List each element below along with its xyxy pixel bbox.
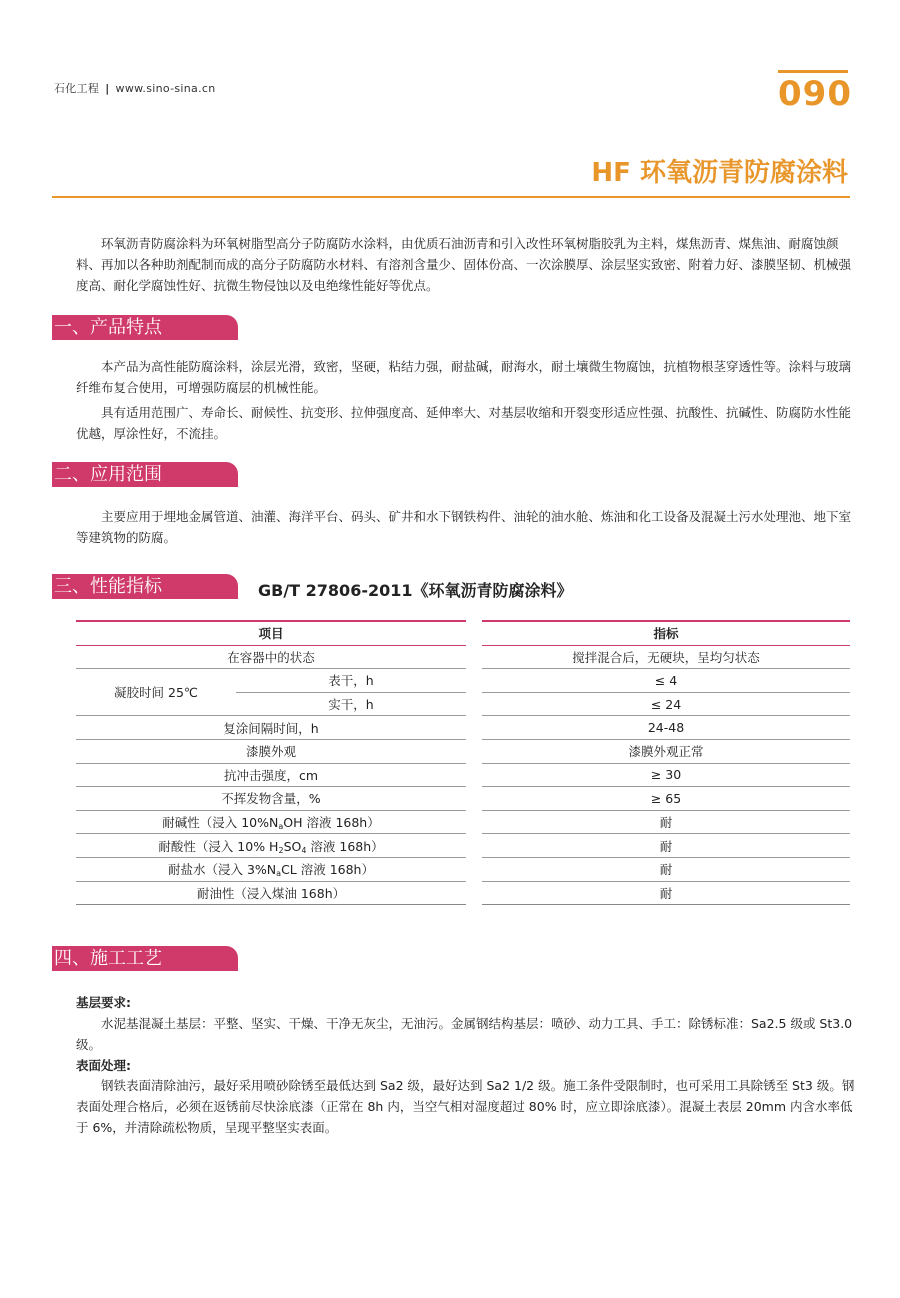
table-row <box>76 646 850 670</box>
row-item: 复涂间隔时间，h <box>76 716 466 740</box>
table-row <box>76 740 850 764</box>
running-header <box>54 80 216 96</box>
row-item: 在容器中的状态 <box>76 646 466 670</box>
features-paragraph-1: 本产品为高性能防腐涂料，涂层光滑，致密，坚硬，粘结力强，耐盐碱，耐海水，耐土壤微生物腐蚀，抗植物根茎穿透性等。涂料与玻璃纤维布复合使用，可增强防腐层的机械性能。 <box>76 359 852 395</box>
base-requirements-text: 水泥基混凝土基层：平整、坚实、干燥、干净无灰尘，无油污。金属钢结构基层：喷砂、动力工具、手工：除锈标准：Sa2.5 级或 St3.0 级。 <box>76 1016 853 1052</box>
row-value: 漆膜外观正常 <box>482 740 850 764</box>
table-row <box>76 669 850 693</box>
table-row <box>76 811 850 835</box>
row-item: 漆膜外观 <box>76 740 466 764</box>
surface-treatment-label: 表面处理: <box>76 1058 131 1073</box>
table-row <box>76 834 850 858</box>
row-value: 搅拌混合后，无硬块，呈均匀状态 <box>482 646 850 670</box>
row-sub-item: 表干，h <box>236 669 466 693</box>
row-value: 耐 <box>482 811 850 835</box>
features-paragraph-2: 具有适用范围广、寿命长、耐候性、抗变形、拉伸强度高、延伸率大、对基层收缩和开裂变形适应性强、抗酸性、抗碱性、防腐防水性能优越，厚涂性好，不流挂。 <box>76 405 852 441</box>
row-sub-item: 实干，h <box>236 693 466 717</box>
row-value: 耐 <box>482 882 850 906</box>
table-row <box>76 764 850 788</box>
row-item-alkali: 耐碱性（浸入 $10\%N_aOH$ 溶液 168h） <box>76 811 466 835</box>
row-value: 耐 <box>482 858 850 882</box>
table-row <box>76 858 850 882</box>
row-value: 24-48 <box>482 716 850 740</box>
table-row <box>76 882 850 906</box>
header-section: 石化工程 <box>54 82 100 95</box>
section-heading-specs: 三、性能指标 <box>52 574 238 599</box>
surface-treatment-text: 钢铁表面清除油污，最好采用喷砂除锈至最低达到 Sa2 级，最好达到 Sa2 1/2 级。施工条件受限制时，也可采用工具除锈至 St3 级。钢表面处理合格后，必须在返锈前尽快涂底漆（正常在 8h 内，当空气相对湿度超过 80% 时，应立即涂底漆）。混凝土表层 20mm 内含水率低于 6%，并清除疏松物质，呈现平整坚实表面。 <box>76 1078 855 1135</box>
section-heading-features: 一、产品特点 <box>52 315 238 340</box>
row-value: 耐 <box>482 834 850 858</box>
section-heading-applications: 二、应用范围 <box>52 462 238 487</box>
header-separator: | <box>105 82 110 95</box>
intro-paragraph: 环氧沥青防腐涂料为环氧树脂型高分子防腐防水涂料，由优质石油沥青和引入改性环氧树脂胶乳为主料，煤焦沥青、煤焦油、耐腐蚀颜料、再加以各种助剂配制而成的高分子防腐防水材料、有溶剂含量少、固体份高、一次涂膜厚、涂层坚实致密、附着力好、漆膜坚韧、机械强度高、耐化学腐蚀性好、抗微生物侵蚀以及电绝缘性能好等优点。 <box>76 236 852 293</box>
row-item: 抗冲击强度，cm <box>76 764 466 788</box>
table-row <box>76 787 850 811</box>
row-value: ≥ 65 <box>482 787 850 811</box>
page-title: HF 环氧沥青防腐涂料 <box>591 158 848 188</box>
applications-paragraph: 主要应用于埋地金属管道、油灌、海洋平台、码头、矿井和水下钢铁构件、油轮的油水舱、炼油和化工设备及混凝土污水处理池、地下室等建筑物的防腐。 <box>76 509 852 545</box>
standard-title: GB/T 27806-2011《环氧沥青防腐涂料》 <box>258 581 573 600</box>
page-number: 090 <box>778 74 852 114</box>
page-number-rule <box>778 70 848 73</box>
row-item-acid: 耐酸性（浸入 10% $H_2SO_4$ 溶液 168h） <box>76 834 466 858</box>
row-item-salt: 耐盐水（浸入 $3\%N_aCL$ 溶液 168h） <box>76 858 466 882</box>
row-value: ≤ 4 <box>482 669 850 693</box>
table-header-row <box>76 620 850 646</box>
column-header-item: 项目 <box>76 620 466 646</box>
row-value: ≤ 24 <box>482 693 850 717</box>
row-item: 不挥发物含量，% <box>76 787 466 811</box>
section-heading-process: 四、施工工艺 <box>52 946 238 971</box>
row-item: 耐油性（浸入煤油 168h） <box>76 882 466 906</box>
row-value: ≥ 30 <box>482 764 850 788</box>
spec-table <box>76 620 850 905</box>
table-row <box>76 716 850 740</box>
row-group-label: 凝胶时间 25℃ <box>76 669 236 716</box>
title-rule <box>52 196 850 198</box>
header-url[interactable]: www.sino-sina.cn <box>115 82 216 95</box>
column-header-value: 指标 <box>482 620 850 646</box>
base-requirements-label: 基层要求: <box>76 995 131 1010</box>
